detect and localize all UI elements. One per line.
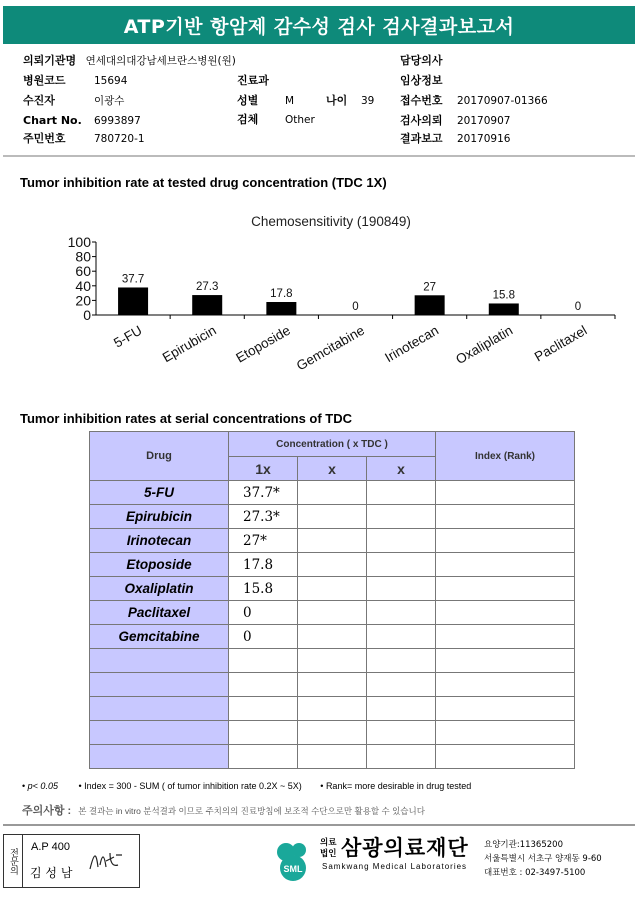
sex-label: 성별 [237,94,259,107]
empty-drug-cell [90,649,229,673]
specimen-label: 검체 [237,113,259,126]
data-label: 15.8 [492,289,515,302]
clinical-label: 임상정보 [400,74,443,87]
value-cell [367,721,436,745]
footnote-line [22,781,471,791]
concentration-header: Concentration ( x TDC ) [229,432,436,457]
data-label: 0 [574,301,582,313]
empty-drug-cell [90,721,229,745]
value-cell [298,577,367,601]
drug-name-cell: Gemcitabine [90,625,229,649]
value-cell [229,697,298,721]
value-cell [367,649,436,673]
report-value: 20170916 [457,133,511,145]
data-label: 27 [423,281,437,294]
chemosensitivity-chart [0,200,638,410]
data-label: 27.3 [196,281,219,294]
resident-value: 780720-1 [94,133,145,145]
drug-name-cell: Etoposide [90,553,229,577]
y-tick-label: 80 [75,248,91,265]
value-cell [298,601,367,625]
foundation-name: 삼광의료재단 [341,836,469,860]
empty-drug-cell [90,697,229,721]
y-tick-label: 100 [67,234,91,250]
value-1x-cell: 15.8 [229,577,298,601]
hospital-code-label: 병원코드 [23,74,66,87]
table-row [90,529,575,553]
value-cell [298,481,367,505]
resident-label: 주민번호 [23,132,66,145]
category-label: Oxaliplatin [453,322,516,368]
value-1x-cell: 17.8 [229,553,298,577]
caution-line [22,802,425,818]
table-row [90,577,575,601]
institution-label: 의뢰기관명 [23,54,77,67]
caution-text: 본 결과는 in vitro 분석결과 이므로 주치의의 진료방침에 보조적 수단으로만 활용할 수 있습니다 [78,806,425,816]
bar-5-fu [118,287,148,315]
value-cell [367,745,436,769]
bullet-icon: • [22,781,26,791]
value-cell [298,625,367,649]
phone: 대표번호 : 02-3497-5100 [484,868,586,878]
value-cell [229,673,298,697]
y-tick-label: 40 [75,277,91,294]
conc-1x-header: 1x [229,457,298,481]
info-hospital-code [23,73,66,89]
patient-value: 이광수 [94,95,125,107]
index-rank-cell [436,505,575,529]
footnote-index: Index = 300 - SUM ( of tumor inhibition rate 0.2X ~ 5X) [84,781,302,791]
drug-name-cell: Oxaliplatin [90,577,229,601]
age-value: 39 [361,95,375,107]
index-rank-cell [436,577,575,601]
org-code: 요양기관:11365200 [484,840,563,850]
value-cell [298,721,367,745]
foundation-prefix [320,838,336,860]
value-cell [298,697,367,721]
department-label: 진료과 [237,74,269,87]
value-cell [298,529,367,553]
report-title-bar [3,6,635,44]
drug-header: Drug [90,432,229,481]
drug-name-cell: 5-FU [90,481,229,505]
value-1x-cell: 0 [229,625,298,649]
patient-label: 수진자 [23,94,55,107]
table-row [90,673,575,697]
data-label: 0 [352,301,359,313]
signature-mark [86,847,126,877]
bullet-icon: • [78,781,82,791]
footnote-rank: Rank= more desirable in drug tested [325,781,472,791]
info-patient [23,93,55,109]
y-tick-label: 60 [75,263,91,280]
index-rank-header: Index (Rank) [436,432,575,481]
reception-value: 20170907-01366 [457,95,548,107]
footnote-p: p< 0.05 [27,781,58,791]
bar-etoposide [266,302,296,315]
table-row [90,553,575,577]
tdc-table [89,431,575,769]
sex-value: M [285,95,295,107]
prefix-bottom: 법인 [320,849,337,859]
value-1x-cell: 37.7* [229,481,298,505]
drug-name-cell: Paclitaxel [90,601,229,625]
age-label: 나이 [326,94,348,107]
value-cell [367,697,436,721]
value-cell [367,529,436,553]
doctor-name: 김 성 남 [30,866,73,880]
hospital-code-value: 15694 [94,75,128,87]
info-chart [23,113,82,129]
category-label: Epirubicin [159,322,219,366]
conc-x-header: x [367,457,436,481]
drug-name-cell: Irinotecan [90,529,229,553]
table-row [90,625,575,649]
index-rank-cell [436,721,575,745]
specimen-value: Other [285,114,315,126]
value-cell [298,745,367,769]
value-cell [229,649,298,673]
table-row [90,481,575,505]
prefix-top: 의료 [320,838,337,848]
info-resident [23,131,66,147]
value-1x-cell: 27* [229,529,298,553]
reception-label: 접수번호 [400,94,443,107]
index-rank-cell [436,601,575,625]
index-rank-cell [436,553,575,577]
specialist-label: 전문의 [4,835,23,887]
table-row [90,649,575,673]
table-row [90,697,575,721]
request-value: 20170907 [457,115,511,127]
category-label: Gemcitabine [293,322,367,374]
footer-divider [3,824,635,826]
bullet-icon: • [320,781,324,791]
value-cell [367,577,436,601]
logo-text: SML [283,864,303,874]
value-cell [298,553,367,577]
index-rank-cell [436,481,575,505]
value-cell [298,673,367,697]
foundation-contact [484,838,602,880]
table-row [90,745,575,769]
index-rank-cell [436,649,575,673]
sml-logo-icon [268,832,318,886]
value-cell [367,505,436,529]
value-cell [298,649,367,673]
doctor-label: 담당의사 [400,54,443,67]
chart-label: Chart No. [23,114,82,127]
data-label: 37.7 [121,273,145,286]
value-cell [367,601,436,625]
value-cell [229,745,298,769]
bar-irinotecan [415,295,445,315]
table-row [90,505,575,529]
index-rank-cell [436,745,575,769]
report-title: ATP기반 항암제 감수성 검사 검사결과보고서 [123,15,515,38]
category-label: Paclitaxel [531,322,590,365]
index-rank-cell [436,529,575,553]
index-rank-cell [436,673,575,697]
license-number: A.P 400 [31,841,70,853]
address: 서울특별시 서초구 양재동 9-60 [484,854,602,864]
chart-value: 6993897 [94,115,141,127]
y-tick-label: 0 [83,307,91,323]
info-institution [23,53,236,69]
caution-label: 주의사항 : [22,805,72,817]
data-label: 17.8 [270,288,293,301]
report-label: 결과보고 [400,132,443,145]
institution-value: 연세대의대강남세브란스병원(원) [85,55,236,67]
value-cell [367,553,436,577]
table-row [90,721,575,745]
value-cell [367,625,436,649]
value-cell [367,673,436,697]
chart-title: Chemosensitivity (190849) [251,214,411,229]
signature-box [3,834,140,888]
table-row [90,601,575,625]
value-cell [367,481,436,505]
index-rank-cell [436,697,575,721]
bar-oxaliplatin [489,303,519,315]
empty-drug-cell [90,673,229,697]
index-rank-cell [436,625,575,649]
drug-name-cell: Epirubicin [90,505,229,529]
value-cell [298,505,367,529]
value-cell [229,721,298,745]
value-1x-cell: 27.3* [229,505,298,529]
foundation-english: Samkwang Medical Laboratories [322,862,468,871]
section1-title: Tumor inhibition rate at tested drug concentration (TDC 1X) [20,175,387,190]
category-label: Etoposide [233,322,293,366]
category-label: Irinotecan [382,322,442,366]
empty-drug-cell [90,745,229,769]
category-label: 5-FU [111,322,145,351]
y-tick-label: 20 [75,292,91,309]
value-1x-cell: 0 [229,601,298,625]
section2-title: Tumor inhibition rates at serial concentrations of TDC [20,411,353,426]
divider [3,155,635,157]
bar-epirubicin [192,295,222,315]
conc-x-header: x [298,457,367,481]
request-label: 검사의뢰 [400,114,443,127]
